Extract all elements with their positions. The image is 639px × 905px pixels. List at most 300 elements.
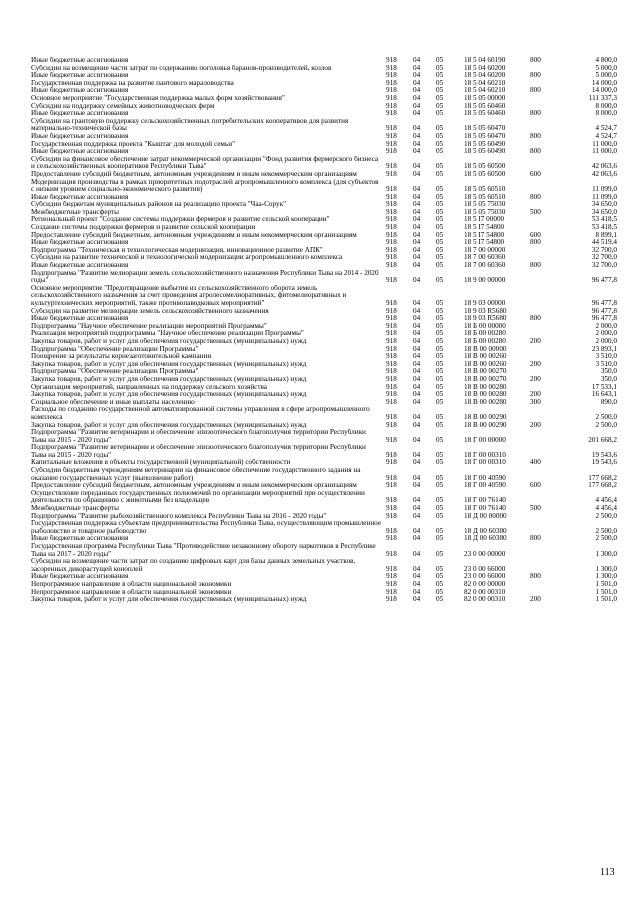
section-code-cell: 04	[413, 307, 421, 315]
expense-type-cell: 800	[530, 239, 541, 247]
grbs-code-cell: 918	[386, 224, 397, 232]
expense-type-cell	[530, 285, 564, 308]
expense-type-cell: 600	[530, 482, 541, 490]
target-article-cell: 18 5 05 60490	[464, 140, 506, 148]
target-article-cell: 18 5 04 60190	[464, 57, 506, 64]
target-article-cell: 18 5 05 60510	[464, 185, 506, 194]
table-row	[31, 80, 617, 88]
expense-type-cell	[530, 201, 564, 209]
target-article-cell: 18 В 00 00260	[464, 353, 507, 361]
grbs-code-cell: 918	[386, 580, 397, 588]
table-row	[31, 406, 617, 421]
amount-cell: 2 500,0	[595, 512, 617, 520]
expense-type-cell	[530, 444, 564, 459]
table-row	[31, 399, 617, 407]
subsection-code-cell: 05	[436, 262, 444, 270]
grbs-code-cell: 918	[386, 564, 397, 573]
expense-name-cell: Предоставление субсидий бюджетным, автономным учреждениям и иным некоммерческим организациям	[31, 482, 357, 490]
grbs-code-cell: 918	[386, 337, 397, 345]
amount-cell: 177 668,2	[588, 473, 617, 482]
section-code-cell: 04	[413, 496, 421, 505]
amount-cell: 2 500,0	[595, 421, 617, 429]
subsection-code-cell: 05	[436, 496, 444, 505]
section-code-cell: 04	[413, 459, 421, 467]
table-row	[31, 323, 617, 331]
target-article-cell: 18 Г 00 00310	[464, 450, 506, 459]
section-code-cell: 04	[413, 102, 421, 110]
table-row	[31, 558, 617, 573]
grbs-code-cell: 918	[386, 201, 397, 209]
expense-type-cell	[530, 368, 564, 376]
target-article-cell: 18 Б 00 00280	[464, 337, 506, 345]
grbs-code-cell: 918	[386, 208, 397, 216]
subsection-code-cell: 05	[436, 276, 444, 285]
target-article-cell: 18 В 00 00270	[464, 368, 507, 376]
amount-cell: 14 000,0	[591, 79, 617, 87]
grbs-code-cell: 918	[386, 276, 397, 285]
subsection-code-cell: 05	[436, 337, 444, 345]
grbs-code-cell: 918	[386, 330, 397, 338]
expense-name-cell: Межбюджетные трансферты	[31, 505, 119, 513]
expense-name-cell: Субсидии на возмещение части затрат по содержанию поголовья баранов-производителей, козлов	[31, 64, 332, 72]
table-row	[31, 505, 617, 513]
expense-type-cell	[530, 95, 564, 103]
grbs-code-cell: 918	[386, 299, 397, 307]
subsection-code-cell: 05	[436, 124, 444, 133]
amount-cell: 1 300,0	[595, 549, 617, 558]
section-code-cell: 04	[413, 588, 421, 596]
page-number: 113	[600, 867, 615, 878]
amount-cell: 19 543,6	[591, 450, 617, 459]
section-code-cell: 04	[413, 132, 421, 140]
table-row	[31, 353, 617, 361]
subsection-code-cell: 05	[436, 459, 444, 467]
section-code-cell: 04	[413, 383, 421, 391]
grbs-code-cell: 918	[386, 262, 397, 270]
subsection-code-cell: 05	[436, 185, 444, 194]
expense-type-cell: 200	[530, 421, 541, 429]
grbs-code-cell: 918	[386, 505, 397, 513]
expense-name-cell: Иные бюджетные ассигнования	[31, 110, 129, 118]
subsection-code-cell: 05	[436, 580, 444, 588]
section-code-cell: 04	[413, 549, 421, 558]
subsection-code-cell: 05	[436, 549, 444, 558]
grbs-code-cell: 918	[386, 57, 397, 64]
expense-name-cell: Основное мероприятие "Государственная поддержка малых форм хозяйствования"	[31, 94, 285, 102]
table-row	[31, 573, 617, 581]
target-article-cell: 18 Г 00 76140	[464, 496, 506, 505]
expense-name-cell: Иные бюджетные ассигнования	[31, 262, 129, 270]
section-code-cell: 04	[413, 254, 421, 262]
grbs-code-cell: 918	[386, 185, 397, 194]
grbs-code-cell: 918	[386, 239, 397, 247]
target-article-cell: 18 5 04 60210	[464, 79, 506, 87]
expense-type-cell: 200	[530, 596, 541, 604]
amount-cell: 1 501,0	[595, 580, 617, 588]
subsection-code-cell: 05	[436, 512, 444, 520]
target-article-cell: 18 В 00 00260	[464, 360, 507, 368]
expense-type-cell	[530, 429, 564, 444]
target-article-cell: 18 9 00 00000	[464, 276, 506, 285]
subsection-code-cell: 05	[436, 79, 444, 87]
expense-type-cell: 800	[530, 132, 541, 140]
subsection-code-cell: 05	[436, 450, 444, 459]
expense-name-cell: Непрограммное направление в области национальной экономики	[31, 580, 232, 588]
grbs-code-cell: 918	[386, 193, 397, 201]
table-row	[31, 520, 617, 535]
grbs-code-cell: 918	[386, 375, 397, 383]
grbs-code-cell: 918	[386, 87, 397, 95]
grbs-code-cell: 918	[386, 412, 397, 421]
amount-cell: 42 063,6	[591, 162, 617, 171]
subsection-code-cell: 05	[436, 254, 444, 262]
target-article-cell: 18 Г 00 76140	[464, 505, 506, 513]
subsection-code-cell: 05	[436, 208, 444, 216]
amount-cell: 11 099,0	[592, 193, 617, 201]
subsection-code-cell: 05	[436, 573, 444, 581]
expense-type-cell	[530, 543, 564, 558]
subsection-code-cell: 05	[436, 57, 444, 64]
expense-type-cell	[530, 558, 564, 573]
section-code-cell: 04	[413, 412, 421, 421]
section-code-cell: 04	[413, 231, 421, 239]
table-row	[31, 376, 617, 384]
grbs-code-cell: 918	[386, 421, 397, 429]
grbs-code-cell: 918	[386, 596, 397, 604]
section-code-cell: 04	[413, 72, 421, 80]
subsection-code-cell: 05	[436, 596, 444, 604]
expense-type-cell	[530, 216, 564, 224]
expense-name-cell: Подпрограмма "Обеспечение реализации Программы"	[31, 368, 199, 376]
target-article-cell: 18 В 00 00280	[464, 391, 507, 399]
expense-type-cell	[530, 118, 564, 133]
subsection-code-cell: 05	[436, 170, 444, 178]
expense-type-cell	[530, 589, 564, 597]
table-row	[31, 103, 617, 111]
amount-cell: 53 418,5	[591, 216, 617, 224]
expense-name-cell: Модернизация производства в рамках приоритетных подотраслей агропромышленного комплекса (для субъектов с низким уровнем социально-экономического развития)	[31, 178, 379, 194]
target-article-cell: 18 Б 00 00000	[464, 322, 506, 330]
table-row	[31, 459, 617, 467]
amount-cell: 16 643,1	[591, 391, 617, 399]
amount-cell: 32 700,0	[591, 246, 617, 254]
table-row	[31, 133, 617, 141]
target-article-cell: 18 5 05 60470	[464, 124, 506, 133]
table-row	[31, 110, 617, 118]
table-row	[31, 232, 617, 240]
target-article-cell: 18 5 04 60200	[464, 64, 506, 72]
expense-type-cell	[530, 141, 564, 149]
target-article-cell: 18 5 04 60200	[464, 72, 506, 80]
expense-type-cell: 500	[530, 505, 541, 513]
grbs-code-cell: 918	[386, 360, 397, 368]
section-code-cell: 04	[413, 398, 421, 406]
table-row	[31, 535, 617, 543]
table-row	[31, 384, 617, 392]
expense-name-cell: Реализация мероприятий подпрограммы "Научное обеспечение реализации Программы"	[31, 330, 304, 338]
amount-cell: 2 500,0	[595, 535, 617, 543]
section-code-cell: 04	[413, 140, 421, 148]
expense-type-cell: 800	[530, 57, 541, 64]
section-code-cell: 04	[413, 94, 421, 102]
expense-name-cell: Иные бюджетные ассигнования	[31, 148, 129, 156]
amount-cell: 96 477,8	[591, 299, 617, 307]
section-code-cell: 04	[413, 564, 421, 573]
table-row	[31, 346, 617, 354]
subsection-code-cell: 05	[436, 102, 444, 110]
table-row	[31, 361, 617, 369]
expense-type-cell	[530, 80, 564, 88]
subsection-code-cell: 05	[436, 224, 444, 232]
grbs-code-cell: 918	[386, 459, 397, 467]
expense-name-cell: Подпрограмма "Обеспечение реализации Программы"	[31, 345, 199, 353]
section-code-cell: 04	[413, 262, 421, 270]
expense-type-cell: 400	[530, 459, 541, 467]
expense-name-cell: Непрограммное направление в области национальной экономики	[31, 588, 232, 596]
target-article-cell: 18 Д 00 60380	[464, 535, 507, 543]
section-code-cell: 04	[413, 526, 421, 535]
amount-cell: 96 477,8	[591, 315, 617, 323]
subsection-code-cell: 05	[436, 162, 444, 171]
subsection-code-cell: 05	[436, 526, 444, 535]
amount-cell: 2 500,0	[595, 526, 617, 535]
target-article-cell: 18 В 00 00000	[464, 345, 507, 353]
table-row	[31, 201, 617, 209]
expense-type-cell	[530, 520, 564, 535]
target-article-cell: 18 5 05 60510	[464, 193, 506, 201]
grbs-code-cell: 918	[386, 450, 397, 459]
table-row	[31, 171, 617, 179]
subsection-code-cell: 05	[436, 375, 444, 383]
expense-name-cell: Иные бюджетные ассигнования	[31, 57, 129, 64]
amount-cell: 350,0	[600, 375, 617, 383]
expense-type-cell: 200	[530, 375, 541, 383]
expense-name-cell: Региональный проект "Создание системы поддержки фермеров и развитие сельской кооперации"	[31, 216, 330, 224]
expense-type-cell: 200	[530, 337, 541, 345]
subsection-code-cell: 05	[436, 148, 444, 156]
expense-name-cell: Подпрограмма "Техническая и технологическая модернизация, инновационное развитие АПК"	[31, 246, 323, 254]
amount-cell: 34 650,0	[591, 208, 617, 216]
expense-name-cell: Закупка товаров, работ и услуг для обеспечения государственных (муниципальных) нужд	[31, 337, 307, 345]
target-article-cell: 18 Г 00 40590	[464, 482, 506, 490]
expense-type-cell: 800	[530, 87, 541, 95]
section-code-cell: 04	[413, 79, 421, 87]
table-row	[31, 194, 617, 202]
target-article-cell: 18 Б 00 00280	[464, 330, 506, 338]
expense-type-cell	[530, 467, 564, 482]
amount-cell: 44 519,4	[591, 239, 617, 247]
amount-cell: 2 000,0	[595, 337, 617, 345]
amount-cell: 4 524,7	[595, 132, 617, 140]
expense-type-cell: 200	[530, 391, 541, 399]
expense-name-cell: Иные бюджетные ассигнования	[31, 193, 129, 201]
target-article-cell: 18 В 00 00280	[464, 383, 507, 391]
expense-type-cell	[530, 65, 564, 73]
expense-name-cell: Иные бюджетные ассигнования	[31, 315, 129, 323]
expense-name-cell: Предоставление субсидий бюджетным, автономным учреждениям и иным некоммерческим организациям	[31, 170, 357, 178]
expense-name-cell: Субсидии на финансовое обеспечение затрат некоммерческой организации "Фонд развития фермерского бизнеса и сельскохозяйственных кооперативов Республики Тыва"	[31, 155, 379, 171]
subsection-code-cell: 05	[436, 535, 444, 543]
amount-cell: 4 456,4	[595, 496, 617, 505]
grbs-code-cell: 918	[386, 368, 397, 376]
subsection-code-cell: 05	[436, 505, 444, 513]
target-article-cell: 18 Д 00 00000	[464, 512, 507, 520]
expense-name-cell: Государственная поддержка на развитие пантового мараловодства	[31, 79, 234, 87]
table-row	[31, 338, 617, 346]
grbs-code-cell: 918	[386, 231, 397, 239]
expense-name-cell: Субсидии на возмещение части затрат по созданию цифровых карт для базы данных земельных участков, засоренных дикорастущей коноплей	[31, 558, 356, 573]
budget-table	[31, 57, 617, 604]
subsection-code-cell: 05	[436, 360, 444, 368]
expense-name-cell: Иные бюджетные ассигнования	[31, 239, 129, 247]
section-code-cell: 04	[413, 482, 421, 490]
grbs-code-cell: 918	[386, 102, 397, 110]
expense-type-cell	[530, 384, 564, 392]
table-row	[31, 581, 617, 589]
section-code-cell: 04	[413, 57, 421, 64]
table-row	[31, 87, 617, 95]
grbs-code-cell: 918	[386, 398, 397, 406]
section-code-cell: 04	[413, 185, 421, 194]
table-row	[31, 589, 617, 597]
expense-name-cell: Поощрение за результаты корнезаготовительной кампании	[31, 353, 212, 361]
grbs-code-cell: 918	[386, 64, 397, 72]
target-article-cell: 18 9 03 00000	[464, 299, 506, 307]
table-row	[31, 95, 617, 103]
amount-cell: 350,0	[600, 368, 617, 376]
section-code-cell: 04	[413, 596, 421, 604]
target-article-cell: 18 В 00 00270	[464, 375, 507, 383]
table-row	[31, 270, 617, 285]
target-article-cell: 23 0 00 00000	[464, 549, 506, 558]
expense-type-cell: 500	[530, 208, 541, 216]
target-article-cell: 18 5 05 60490	[464, 148, 506, 156]
table-row	[31, 247, 617, 255]
section-code-cell: 04	[413, 322, 421, 330]
amount-cell: 96 477,8	[591, 276, 617, 285]
expense-name-cell: Предоставление субсидий бюджетным, автономным учреждениям и иным некоммерческим организациям	[31, 231, 357, 239]
expense-name-cell: Иные бюджетные ассигнования	[31, 87, 129, 95]
target-article-cell: 82 0 00 00000	[464, 580, 506, 588]
section-code-cell: 04	[413, 360, 421, 368]
grbs-code-cell: 918	[386, 573, 397, 581]
amount-cell: 4 456,4	[595, 505, 617, 513]
amount-cell: 1 300,0	[595, 564, 617, 573]
section-code-cell: 04	[413, 87, 421, 95]
section-code-cell: 04	[413, 421, 421, 429]
grbs-code-cell: 918	[386, 132, 397, 140]
expense-name-cell: Субсидии бюджетным учреждениям ветеринарии на финансовое обеспечение государственного задания на оказание государственных услуг (выполнение работ)	[31, 467, 361, 482]
table-row	[31, 467, 617, 482]
target-article-cell: 18 5 05 60460	[464, 102, 506, 110]
target-article-cell: 18 Д 00 60380	[464, 526, 507, 535]
table-row	[31, 224, 617, 232]
amount-cell: 3 510,0	[595, 360, 617, 368]
table-row	[31, 391, 617, 399]
amount-cell: 1 300,0	[595, 573, 617, 581]
expense-type-cell	[530, 490, 564, 505]
amount-cell: 11 000,0	[592, 148, 617, 156]
grbs-code-cell: 918	[386, 535, 397, 543]
subsection-code-cell: 05	[436, 330, 444, 338]
table-row	[31, 422, 617, 430]
amount-cell: 2 500,0	[595, 412, 617, 421]
grbs-code-cell: 918	[386, 216, 397, 224]
section-code-cell: 04	[413, 246, 421, 254]
grbs-code-cell: 918	[386, 473, 397, 482]
table-row	[31, 596, 617, 604]
amount-cell: 4 800,0	[595, 57, 617, 64]
subsection-code-cell: 05	[436, 435, 444, 444]
amount-cell: 5 000,0	[595, 64, 617, 72]
expense-type-cell	[530, 156, 564, 171]
subsection-code-cell: 05	[436, 398, 444, 406]
section-code-cell: 04	[413, 337, 421, 345]
expense-type-cell: 800	[530, 535, 541, 543]
grbs-code-cell: 918	[386, 345, 397, 353]
table-row	[31, 513, 617, 521]
subsection-code-cell: 05	[436, 482, 444, 490]
table-row	[31, 148, 617, 156]
target-article-cell: 18 5 I7 54800	[464, 231, 505, 239]
expense-type-cell	[530, 323, 564, 331]
target-article-cell: 18 5 05 60460	[464, 110, 506, 118]
target-article-cell: 18 В 00 00280	[464, 398, 507, 406]
expense-type-cell	[530, 581, 564, 589]
subsection-code-cell: 05	[436, 239, 444, 247]
expense-type-cell: 600	[530, 170, 541, 178]
grbs-code-cell: 918	[386, 307, 397, 315]
expense-name-cell: Создание системы поддержки фермеров и развитие сельской кооперации	[31, 224, 256, 232]
grbs-code-cell: 918	[386, 322, 397, 330]
table-row	[31, 156, 617, 171]
expense-name-cell: Иные бюджетные ассигнования	[31, 573, 129, 581]
expense-name-cell: Межбюджетные трансферты	[31, 208, 119, 216]
table-row	[31, 118, 617, 133]
amount-cell: 23 893,1	[591, 345, 617, 353]
subsection-code-cell: 05	[436, 307, 444, 315]
target-article-cell: 18 В 00 00290	[464, 421, 507, 429]
expense-type-cell	[530, 224, 564, 232]
expense-name-cell: Организация мероприятий, направленных на поддержку сельского хозяйства	[31, 383, 267, 391]
table-row	[31, 239, 617, 247]
amount-cell: 1 501,0	[595, 588, 617, 596]
amount-cell: 11 099,0	[592, 185, 617, 194]
amount-cell: 42 063,6	[591, 170, 617, 178]
expense-type-cell: 800	[530, 573, 541, 581]
grbs-code-cell: 918	[386, 549, 397, 558]
expense-name-cell: Расходы по созданию государственной автоматизированной системы управления в сфере агропромышленного комплекса	[31, 406, 370, 421]
grbs-code-cell: 918	[386, 162, 397, 171]
target-article-cell: 18 Г 00 00000	[464, 435, 506, 444]
subsection-code-cell: 05	[436, 132, 444, 140]
expense-type-cell: 800	[530, 72, 541, 80]
subsection-code-cell: 05	[436, 246, 444, 254]
grbs-code-cell: 918	[386, 512, 397, 520]
subsection-code-cell: 05	[436, 64, 444, 72]
expense-name-cell: Капитальные вложения в объекты государственной (муниципальной) собственности	[31, 459, 291, 467]
target-article-cell: 82 0 00 00310	[464, 596, 506, 604]
subsection-code-cell: 05	[436, 94, 444, 102]
expense-type-cell: 800	[530, 193, 541, 201]
amount-cell: 890,0	[600, 398, 617, 406]
target-article-cell: 18 7 00 60360	[464, 254, 506, 262]
section-code-cell: 04	[413, 208, 421, 216]
grbs-code-cell: 918	[386, 110, 397, 118]
target-article-cell: 18 В 00 00290	[464, 412, 507, 421]
table-row	[31, 285, 617, 308]
table-row	[31, 262, 617, 270]
